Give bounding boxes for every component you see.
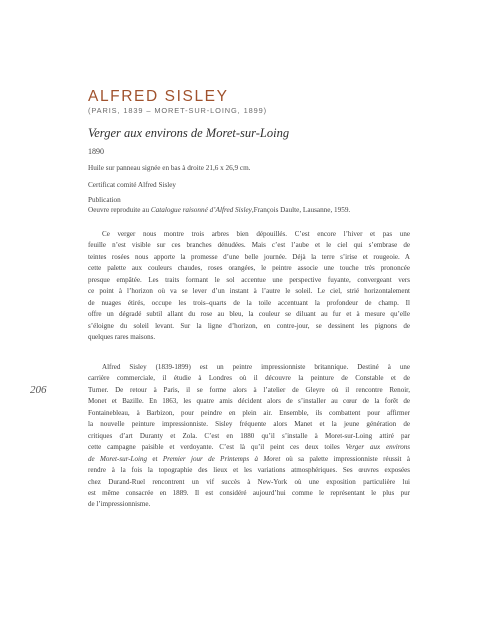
- paragraph-line: Fontainebleau, à Barbizon, pour peindre en plein air. Ensemble, ils combattent pour affirmer: [88, 408, 410, 417]
- artwork-title-reference: Premier jour de Printemps à Moret: [162, 454, 281, 463]
- paragraph-line: ce point à l’horizon où va se lever d’un instant à l’autre le soleil. Le ciel, strié horizontalement: [88, 287, 410, 296]
- description-paragraph: [88, 229, 410, 344]
- publication-catalogue: Catalogue raisonné d’Alfred Sisley: [150, 206, 252, 214]
- line-text: cette campagne paisible et verdoyante. C’est là qu’il peint ces deux toiles: [88, 443, 346, 452]
- paragraph-line: feuille n’est visible sur ces branches dénudées. Mais c’est l’aube et le ciel qui s’embrase de: [88, 241, 410, 250]
- line-text: où sa palette impressionniste réussit à: [280, 454, 410, 463]
- artwork-year: 1890: [88, 147, 104, 156]
- paragraph-line: critiques d’art Duranty et Zola. C’est en 1880 qu’il s’installe à Moret-sur-Loing attiré par: [88, 431, 410, 440]
- paragraph-line: Ce verger nous montre trois arbres bien dépouillés. C’est encore l’hiver et pas une: [102, 230, 410, 238]
- paragraph-line: carrière commerciale, il étudie à Londres où il découvre la peinture de Constable et de: [88, 374, 410, 383]
- publication-prefix: Oeuvre reproduite au: [88, 206, 151, 214]
- paragraph-line: Alfred Sisley (1839-1899) est un peintre impressionniste britannique. Destiné à une: [102, 363, 410, 371]
- paragraph-line: [88, 442, 410, 453]
- line-text: et: [147, 454, 163, 463]
- paragraph-line: la nouvelle peinture impressionniste. Sisley fréquente alors Manet et la jeune génération de: [88, 420, 410, 429]
- paragraph-line: presque empâtée. Les traits formant le sol accentue une perspective fuyante, convergeant vers: [88, 275, 410, 284]
- artist-life-dates: (PARIS, 1839 – MORET-SUR-LOING, 1899): [88, 106, 267, 115]
- paragraph-line: chez Durand-Ruel rencontrent un vif succès à New-York où une exposition particulière lui: [88, 477, 410, 486]
- paragraph-line: est même consacrée en 1889. Il est considéré aujourd’hui comme le représentant le plus pur: [88, 488, 410, 497]
- artwork-certificate: Certificat comité Alfred Sisley: [88, 181, 177, 189]
- paragraph-line: Monet et Bazille. En 1863, les quatre amis décident alors de s’installer au cœur de la forêt de: [88, 397, 410, 406]
- artwork-medium: Huile sur panneau signée en bas à droite 21,6 x 26,9 cm.: [88, 164, 251, 172]
- paragraph-line: rendre à la fois la topographie des lieux et les variations atmosphériques. Ses œuvres exposées: [88, 466, 410, 475]
- paragraph-line: teintes rosées nous apporte la promesse d’une belle journée. Déjà la terre s’irise et rougeoie. A: [88, 252, 410, 261]
- paragraph-line: cette palette aux couleurs chaudes, roses orangées, le peintre associe une touche très prononcée: [88, 264, 410, 273]
- artwork-title-reference: de Moret-sur-Loing: [88, 454, 147, 463]
- page-number: 206: [30, 384, 47, 396]
- paragraph-line: [88, 454, 410, 465]
- publication-suffix: ,François Daulte, Lausanne, 1959.: [251, 206, 351, 214]
- publication-text: [88, 206, 350, 214]
- paragraph-line: Turner. De retour à Paris, il se forme alors à l’atelier de Gleyre où il rencontre Renoir,: [88, 385, 410, 394]
- paragraph-line: de nuages étirés, occupe les trois–quarts de la toile accentuant la profondeur de champ. Il: [88, 298, 410, 307]
- paragraph-line: s’éloigne du soleil levant. Sur la ligne d’horizon, en contre-jour, se dessinent les pignons de: [88, 321, 410, 330]
- artwork-title: Verger aux environs de Moret-sur-Loing: [88, 126, 290, 140]
- publication-label: Publication: [88, 196, 121, 204]
- paragraph-line: offre un dégradé subtil allant du rose au bleu, la couleur se diluant au fur et à mesure qu’elle: [88, 310, 410, 319]
- paragraph-line: quelques rares maisons.: [88, 333, 156, 342]
- paragraph-line: de l’impressionnisme.: [88, 500, 151, 509]
- biography-paragraph: [88, 362, 410, 511]
- artwork-title-reference: Verger aux environs: [345, 443, 410, 452]
- artist-name: ALFRED SISLEY: [88, 88, 229, 105]
